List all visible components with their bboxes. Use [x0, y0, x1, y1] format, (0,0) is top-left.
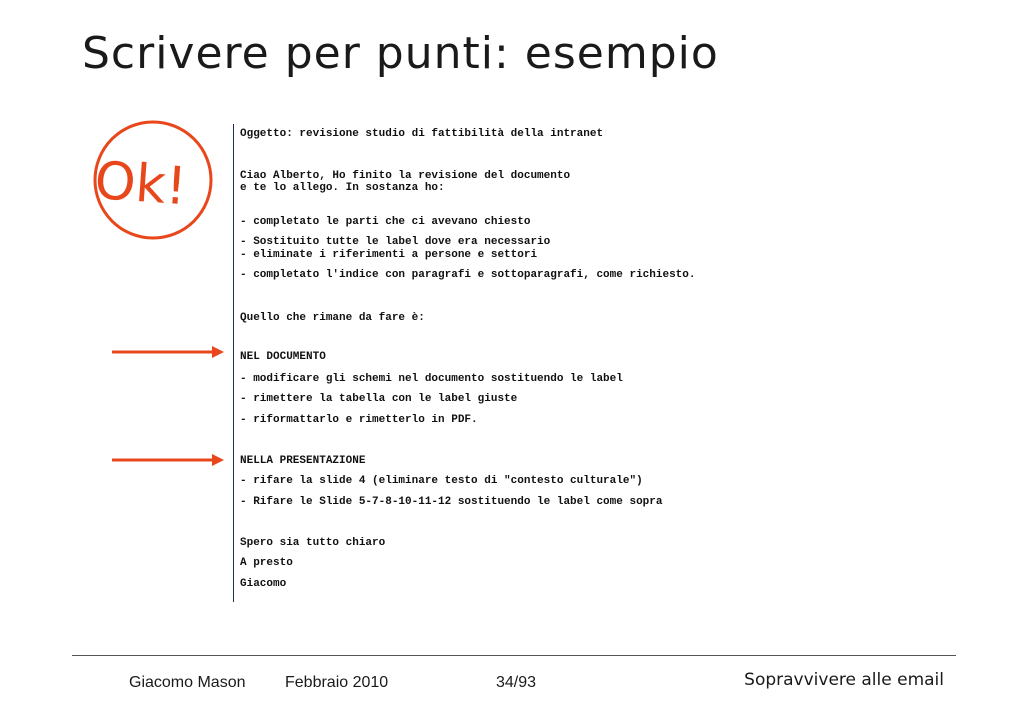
footer-author: Giacomo Mason — [129, 674, 246, 691]
footer-divider — [72, 655, 956, 656]
email-line: Quello che rimane da fare è: — [240, 312, 425, 324]
email-line: Ciao Alberto, Ho finito la revisione del documento — [240, 170, 571, 182]
email-line: - rifare la slide 4 (eliminare testo di "contesto culturale") — [240, 475, 643, 487]
ok-stamp-text: Ok! — [92, 151, 189, 218]
arrow-right-icon — [112, 344, 224, 360]
email-margin-rule — [233, 124, 234, 602]
email-line: - completato le parti che ci avevano chiesto — [240, 216, 531, 228]
email-signature: Giacomo — [240, 578, 287, 590]
footer-course-title: Sopravvivere alle email — [744, 670, 944, 690]
email-line: - Sostituito tutte le label dove era necessario — [240, 236, 551, 248]
email-subject: Oggetto: revisione studio di fattibilità della intranet — [240, 128, 604, 140]
slide-title: Scrivere per punti: esempio — [82, 28, 719, 79]
email-line: - completato l'indice con paragrafi e sottoparagrafi, come richiesto. — [240, 269, 696, 281]
email-line: - riformattarlo e rimetterlo in PDF. — [240, 414, 478, 426]
footer-date: Febbraio 2010 — [285, 674, 389, 691]
email-line: e te lo allego. In sostanza ho: — [240, 182, 445, 194]
email-line: A presto — [240, 557, 293, 569]
email-line: - Rifare le Slide 5-7-8-10-11-12 sostituendo le label come sopra — [240, 496, 663, 508]
email-line: - modificare gli schemi nel documento sostituendo le label — [240, 373, 623, 385]
email-section-heading: NEL DOCUMENTO — [240, 351, 326, 363]
footer-page-number: 34/93 — [496, 674, 537, 691]
email-line: - eliminate i riferimenti a persone e settori — [240, 249, 538, 261]
arrow-right-icon — [112, 452, 224, 468]
email-section-heading: NELLA PRESENTAZIONE — [240, 455, 366, 467]
email-line: Spero sia tutto chiaro — [240, 537, 386, 549]
email-line: - rimettere la tabella con le label giuste — [240, 393, 518, 405]
